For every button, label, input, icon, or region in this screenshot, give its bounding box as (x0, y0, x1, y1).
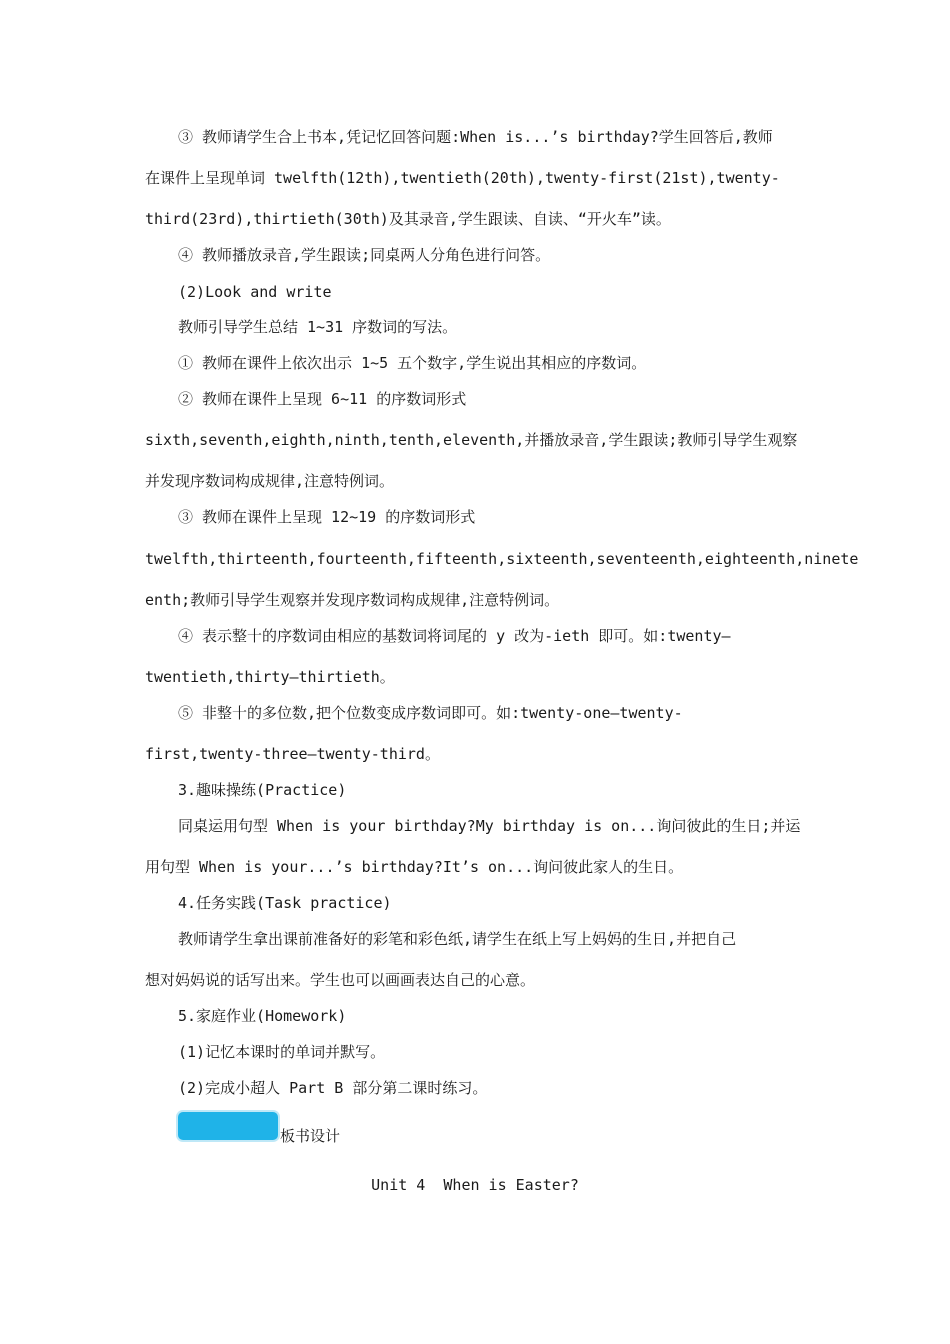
paragraph-line: 并发现序数词构成规律,注意特例词。 (145, 472, 395, 490)
paragraph-line: 同桌运用句型 When is your birthday?My birthday is on...询问彼此的生日;并运 (178, 817, 801, 835)
list-item: (2)完成小超人 Part B 部分第二课时练习。 (178, 1079, 488, 1097)
board-title: Unit 4 When is Easter? (371, 1176, 579, 1194)
paragraph-line: twentieth,thirty—thirtieth。 (145, 668, 395, 686)
section-heading-practice: 3.趣味操练(Practice) (178, 781, 347, 799)
paragraph-line: sixth,seventh,eighth,ninth,tenth,eleventh,并播放录音,学生跟读;教师引导学生观察 (145, 431, 798, 449)
board-design-label: 板书设计 (280, 1127, 341, 1145)
paragraph-line: enth;教师引导学生观察并发现序数词构成规律,注意特例词。 (145, 591, 560, 609)
paragraph-line: twelfth,thirteenth,fourteenth,fifteenth,sixteenth,seventeenth,eighteenth,ninete (145, 550, 859, 568)
paragraph-line: third(23rd),thirtieth(30th)及其录音,学生跟读、自读、“开火车”读。 (145, 210, 671, 228)
paragraph-line: 教师请学生拿出课前准备好的彩笔和彩色纸,请学生在纸上写上妈妈的生日,并把自己 (178, 930, 737, 948)
section-heading-homework: 5.家庭作业(Homework) (178, 1007, 347, 1025)
paragraph-line: 在课件上呈现单词 twelfth(12th),twentieth(20th),twenty-first(21st),twenty- (145, 169, 780, 187)
paragraph-line: ① 教师在课件上依次出示 1~5 五个数字,学生说出其相应的序数词。 (178, 354, 647, 372)
subsection-heading: (2)Look and write (178, 283, 332, 301)
paragraph-line: 教师引导学生总结 1~31 序数词的写法。 (178, 318, 458, 336)
paragraph-line: ② 教师在课件上呈现 6~11 的序数词形式 (178, 390, 467, 408)
paragraph-line: ③ 教师请学生合上书本,凭记忆回答问题:When is...’s birthday?学生回答后,教师 (178, 128, 773, 146)
paragraph-line: 用句型 When is your...’s birthday?It’s on...询问彼此家人的生日。 (145, 858, 684, 876)
paragraph-line: ③ 教师在课件上呈现 12~19 的序数词形式 (178, 508, 476, 526)
paragraph-line: ⑤ 非整十的多位数,把个位数变成序数词即可。如:twenty-one—twenty- (178, 704, 683, 722)
section-heading-task-practice: 4.任务实践(Task practice) (178, 894, 392, 912)
paragraph-line: ④ 教师播放录音,学生跟读;同桌两人分角色进行问答。 (178, 246, 551, 264)
paragraph-line: ④ 表示整十的序数词由相应的基数词将词尾的 y 改为-ieth 即可。如:twenty— (178, 627, 731, 645)
section-banner (178, 1112, 278, 1140)
paragraph-line: 想对妈妈说的话写出来。学生也可以画画表达自己的心意。 (145, 971, 536, 989)
paragraph-line: first,twenty-three—twenty-third。 (145, 745, 440, 763)
list-item: (1)记忆本课时的单词并默写。 (178, 1043, 386, 1061)
